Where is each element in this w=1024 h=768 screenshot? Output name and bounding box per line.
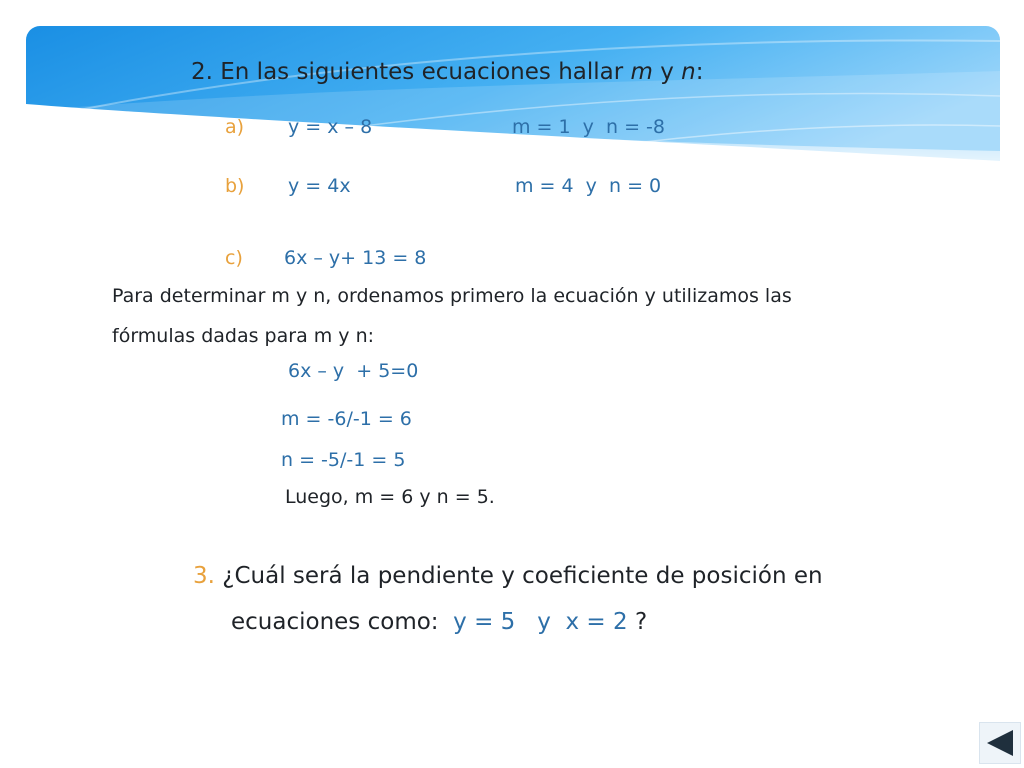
question-3-text: ¿Cuál será la pendiente y coeficiente de posición en	[222, 563, 823, 589]
back-button[interactable]	[979, 722, 1021, 764]
question-3-line-2	[231, 611, 647, 634]
item-b-result: m = 4 y n = 0	[515, 175, 662, 197]
item-a-label: a)	[225, 116, 245, 138]
question-2-heading	[191, 61, 704, 84]
m-calculation: m = -6/-1 = 6	[281, 408, 412, 430]
question-3-eq-1: y = 5	[453, 609, 516, 635]
n-calculation: n = -5/-1 = 5	[281, 449, 406, 471]
item-c-label: c)	[225, 247, 243, 269]
question-3-number: 3.	[193, 563, 215, 589]
explanation-line-1: Para determinar m y n, ordenamos primero la ecuación y utilizamos las	[112, 285, 792, 307]
question-3-prefix: ecuaciones como:	[231, 609, 439, 635]
variable-m: m	[630, 59, 653, 85]
item-a-result: m = 1 y n = -8	[512, 116, 665, 138]
item-a-equation: y = x – 8	[288, 116, 373, 138]
item-c-equation: 6x – y+ 13 = 8	[284, 247, 427, 269]
question-2-number: 2.	[191, 59, 213, 85]
conclusion: Luego, m = 6 y n = 5.	[285, 486, 495, 508]
item-b-label: b)	[225, 175, 245, 197]
question-3-eq-2: x = 2	[565, 609, 628, 635]
heading-colon: :	[695, 59, 704, 85]
question-3-connector: y	[537, 609, 551, 635]
ordered-equation: 6x – y + 5=0	[288, 360, 419, 382]
question-3-line-1	[193, 565, 823, 588]
variable-n: n	[681, 59, 696, 85]
question-3-suffix: ?	[634, 609, 648, 635]
question-2-text: En las siguientes ecuaciones hallar	[220, 59, 624, 85]
connector-y: y	[660, 59, 674, 85]
item-b-equation: y = 4x	[288, 175, 351, 197]
triangle-left-icon	[980, 723, 1020, 763]
explanation-line-2: fórmulas dadas para m y n:	[112, 325, 375, 347]
header-banner	[26, 26, 1000, 186]
